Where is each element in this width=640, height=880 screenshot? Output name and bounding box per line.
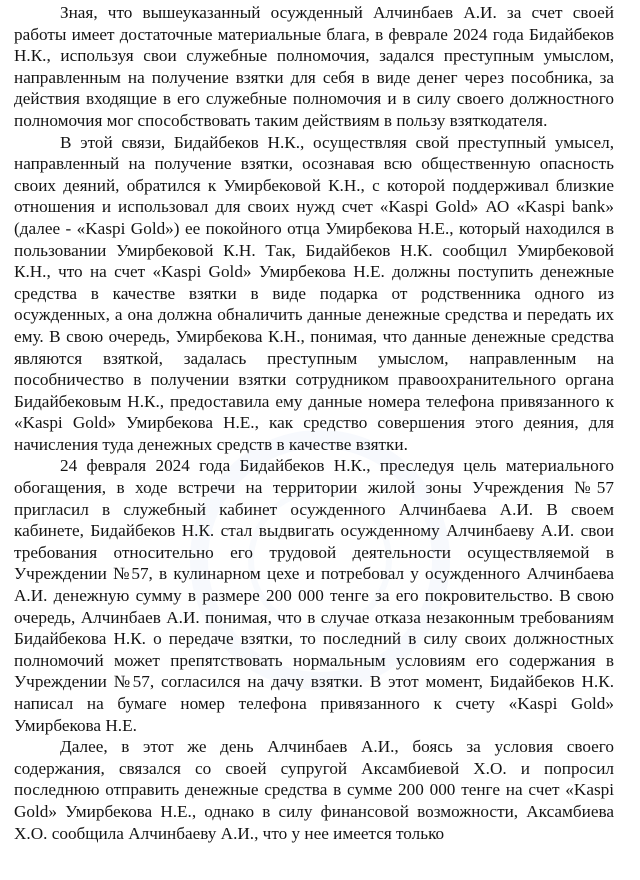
document-body <box>14 0 614 844</box>
paragraph-4: Далее, в этот же день Алчинбаев А.И., боясь за условия своего содержания, связался со своей супругой Аксамбиевой Х.О. и попросил последнюю отправить денежные средства в сумме 200 000 тенге на счет «Kaspi Gold» Умирбекова Н.Е., однако в силу финансовой возможности, Аксамбиева Х.О. сообщила Алчинбаеву А.И., что у нее имеется только <box>14 737 614 843</box>
paragraph-3: 24 февраля 2024 года Бидайбеков Н.К., преследуя цель материального обогащения, в ходе встречи на территории жилой зоны Учреждения №57 пригласил в служебный кабинет осужденного Алчинбаева А.И. В своем кабинете, Бидайбеков Н.К. стал выдвигать осужденному Алчинбаеву А.И. свои требования относительно его трудовой деятельности осуществляемой в Учреждении №57, в кулинарном цехе и потребовал у осужденного Алчинбаева А.И. денежную сумму в размере 200 000 тенге за его покровительство. В свою очередь, Алчинбаев А.И. понимая, что в случае отказа незаконным требованиям Бидайбекова Н.К. о передаче взятки, то последний в силу своих должностных полномочий может препятствовать нормальным условиям его содержания в Учреждении №57, согласился на дачу взятки. В этот момент, Бидайбеков Н.К. написал на бумаге номер телефона привязанного к счету «Kaspi Gold» Умирбекова Н.Е. <box>14 456 614 735</box>
paragraph-1: Зная, что вышеуказанный осужденный Алчинбаев А.И. за счет своей работы имеет достаточные материальные блага, в феврале 2024 года Бидайбеков Н.К., используя свои служебные полномочия, задался преступным умыслом, направленным на получение взятки для себя в виде денег через пособника, за действия входящие в его служебные полномочия и в силу своего должностного полномочия мог способствовать таким действиям в пользу взяткодателя. <box>14 3 614 130</box>
paragraph-2: В этой связи, Бидайбеков Н.К., осуществляя свой преступный умысел, направленный на получение взятки, осознавая всю общественную опасность своих деяний, обратился к Умирбековой К.Н., с которой поддерживал близкие отношения и использовал для своих нужд счет «Kaspi Gold» АО «Kaspi bank» (далее - «Kaspi Gold») ее покойного отца Умирбекова Н.Е., который находился в пользовании Умирбековой К.Н. Так, Бидайбеков Н.К. сообщил Умирбековой К.Н., что на счет «Kaspi Gold» Умирбекова Н.Е. должны поступить денежные средства в качестве взятки в виде подарка от родственника одного из осужденных, а она должна обналичить данные денежные средства и передать их ему. В свою очередь, Умирбекова К.Н., понимая, что данные денежные средства являются взяткой, задалась преступным умыслом, направленным на пособничество в получении взятки сотрудником правоохранительного органа Бидайбековым Н.К., предоставила ему данные номера телефона привязанного к «Kaspi Gold» Умирбекова Н.Е., как средство совершения этого деяния, для начисления туда денежных средств в качестве взятки. <box>14 132 614 454</box>
